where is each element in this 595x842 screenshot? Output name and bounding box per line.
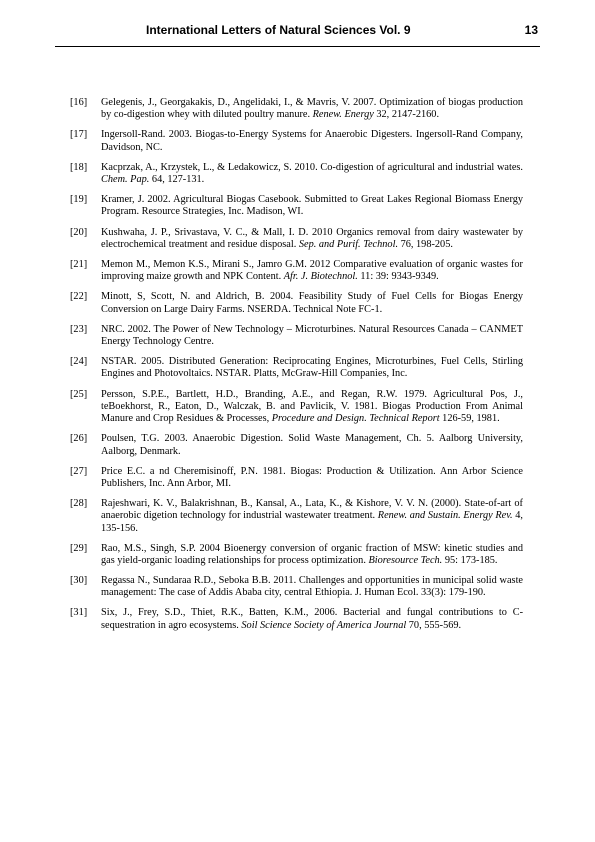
reference-list xyxy=(70,97,523,640)
reference-text xyxy=(101,389,523,426)
reference-segment: 126-59, 1981. xyxy=(439,413,500,425)
reference-item xyxy=(70,543,523,568)
journal-title: International Letters of Natural Sciences Vol. 9 xyxy=(146,23,411,37)
reference-number: [22] xyxy=(70,291,88,303)
reference-source: Procedure and Design. Technical Report xyxy=(271,413,440,425)
reference-text xyxy=(101,433,523,458)
reference-segment: 4, 135-156. xyxy=(101,510,524,534)
reference-segment: Persson, S.P.E., Bartlett, H.D., Branding, A.E., and Regan, R.W. 1979. Agricultural Pos, J., teBoekhorst, R., Eaton, D., Walczak, B. and Pavlicik, V. 1981. Biogas Production From Animal Manure and Crop Residues & Processes, xyxy=(101,388,523,425)
reference-item xyxy=(70,291,523,316)
reference-number: [18] xyxy=(70,161,88,173)
reference-segment: Rajeshwari, K. V., Balakrishnan, B., Kansal, A., Lata, K., & Kishore, V. V. N. (2000). State-of-art of anaerobic digetion technology for industrial wastewater treatment. xyxy=(101,497,523,522)
reference-source: Renew. Energy xyxy=(312,109,374,121)
reference-segment: Poulsen, T.G. 2003. Anaerobic Digestion. Solid Waste Management, Ch. 5. Aalborg University, Aalborg, Denmark. xyxy=(101,433,523,457)
reference-source: Afr. J. Biotechnol. xyxy=(283,271,358,283)
reference-text xyxy=(101,291,523,316)
reference-segment: 32, 2147-2160. xyxy=(373,109,440,121)
reference-text xyxy=(101,259,523,284)
reference-segment: Ingersoll-Rand. 2003. Biogas-to-Energy Systems for Anaerobic Digesters. Ingersoll-Rand Company, Davidson, NC. xyxy=(101,129,523,153)
reference-number: [29] xyxy=(70,542,88,554)
reference-item xyxy=(70,356,523,381)
reference-source: Bioresource Tech. xyxy=(368,554,443,566)
reference-text xyxy=(101,162,523,187)
reference-segment: Price E.C. a nd Cheremisinoff, P.N. 1981. Biogas: Production & Utilization. Ann Arbor Science Publishers, Inc. Ann Arbor, MI. xyxy=(101,465,523,489)
reference-segment: Regassa N., Sundaraa R.D., Seboka B.B. 2011. Challenges and opportunities in municipal solid waste management: The case of Addis Ababa city, central Ethiopia. J. Human Ecol. 33(3): 179-190. xyxy=(101,575,523,599)
reference-number: [27] xyxy=(70,465,88,477)
reference-segment: Six, J., Frey, S.D., Thiet, R.K., Batten, K.M., 2006. Bacterial and fungal contributions to C-sequestration in agro ecosystems. xyxy=(101,607,523,631)
reference-segment: NSTAR. 2005. Distributed Generation: Reciprocating Engines, Microturbines, Fuel Cells, Stirling Engines and Photovoltaics. NSTAR. Platts, McGraw-Hill Companies, Inc. xyxy=(101,356,523,380)
reference-segment: Kramer, J. 2002. Agricultural Biogas Casebook. Submitted to Great Lakes Regional Biomass Energy Program. Resource Strategies, Inc. Madison, WI. xyxy=(101,194,523,218)
reference-text xyxy=(101,97,523,122)
reference-number: [26] xyxy=(70,433,88,445)
reference-text xyxy=(101,194,523,219)
reference-item xyxy=(70,194,523,219)
reference-segment: Minott, S, Scott, N. and Aldrich, B. 2004. Feasibility Study of Fuel Cells for Biogas Energy Conversion on Large Dairy Farms. NSERDA. Technical Note FC-1. xyxy=(101,291,523,315)
reference-number: [19] xyxy=(70,194,88,206)
reference-item xyxy=(70,97,523,122)
reference-segment: Rao, M.S., Singh, S.P. 2004 Bioenergy conversion of organic fraction of MSW: kinetic studies and gas yield-organic loading relationships for process optimization. xyxy=(101,542,523,566)
reference-number: [31] xyxy=(70,607,88,619)
reference-item xyxy=(70,259,523,284)
reference-segment: Gelegenis, J., Georgakakis, D., Angelidaki, I., & Mavris, V. 2007. Optimization of biogas production by co-digestion whey with diluted poultry manure. xyxy=(101,97,523,121)
reference-source: Soil Science Society of America Journal xyxy=(241,619,407,631)
reference-segment: 70, 555-569. xyxy=(406,619,462,631)
reference-text xyxy=(101,356,523,381)
reference-text xyxy=(101,543,523,568)
reference-text xyxy=(101,607,523,632)
reference-segment: 11: 39: 9343-9349. xyxy=(357,271,439,283)
reference-item xyxy=(70,607,523,632)
reference-segment: 95: 173-185. xyxy=(442,554,498,566)
reference-text xyxy=(101,498,523,535)
reference-text xyxy=(101,227,523,252)
reference-item xyxy=(70,129,523,154)
reference-item xyxy=(70,227,523,252)
reference-number: [20] xyxy=(70,226,88,238)
reference-item xyxy=(70,389,523,426)
page-number: 13 xyxy=(524,23,538,37)
reference-segment: 64, 127-131. xyxy=(149,174,205,186)
reference-text xyxy=(101,466,523,491)
reference-item xyxy=(70,575,523,600)
header-rule xyxy=(55,46,540,47)
reference-number: [30] xyxy=(70,575,88,587)
reference-source: Sep. and Purif. Technol. xyxy=(298,238,399,250)
running-header xyxy=(55,20,540,40)
reference-number: [23] xyxy=(70,323,88,335)
reference-number: [21] xyxy=(70,258,88,270)
reference-segment: 76, 198-205. xyxy=(398,238,453,250)
reference-number: [16] xyxy=(70,97,88,108)
reference-segment: Kacprzak, A., Krzystek, L., & Ledakowicz, S. 2010. Co-digestion of agricultural and industrial wates. xyxy=(101,161,523,173)
reference-item xyxy=(70,433,523,458)
reference-text xyxy=(101,324,523,349)
reference-item xyxy=(70,162,523,187)
reference-item xyxy=(70,498,523,535)
reference-text xyxy=(101,575,523,600)
reference-source: Renew. and Sustain. Energy Rev. xyxy=(377,510,513,522)
reference-segment: Memon M., Memon K.S., Mirani S., Jamro G.M. 2012 Comparative evaluation of organic wastes for improving maize growth and NPK Content. xyxy=(101,258,523,283)
reference-number: [24] xyxy=(70,356,88,368)
reference-text xyxy=(101,129,523,154)
reference-segment: NRC. 2002. The Power of New Technology – Microturbines. Natural Resources Canada – CANMET Energy Technology Centre. xyxy=(101,323,523,348)
reference-number: [28] xyxy=(70,497,88,509)
reference-segment: Kushwaha, J. P., Srivastava, V. C., & Mall, I. D. 2010 Organics removal from dairy wastewater by electrochemical treatment and residue disposal. xyxy=(101,226,523,250)
reference-number: [17] xyxy=(70,129,88,141)
reference-number: [25] xyxy=(70,388,88,400)
reference-item xyxy=(70,466,523,491)
reference-item xyxy=(70,324,523,349)
reference-source: Chem. Pap. xyxy=(101,174,150,186)
